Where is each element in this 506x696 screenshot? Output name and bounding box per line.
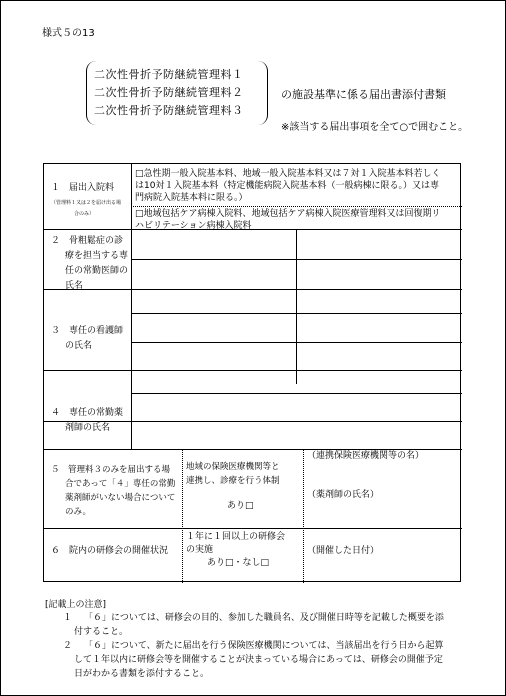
- row1-label: １ 届出入院料: [51, 183, 115, 193]
- form-number: 様式５の13: [42, 28, 95, 39]
- row6-middle-line-2: の実施: [186, 545, 214, 555]
- row6-middle-line-1: １年に１回以上の研修会: [186, 532, 286, 542]
- application-table: [43, 163, 461, 582]
- row1-sublabel-1: （管理料１又は２を届け出る場: [51, 200, 122, 206]
- row4-label-line-1: ４ 専任の常勤薬: [51, 408, 124, 418]
- row5-middle: [186, 460, 280, 488]
- row1-option-1-line-3: 門病院入院基本料に限る。）: [135, 193, 248, 203]
- row2-label: [51, 234, 128, 294]
- row6-top: [44, 528, 462, 529]
- row5-label: [51, 463, 175, 519]
- title-line-1: 二次性骨折予防継続管理料１: [94, 68, 244, 81]
- row5-pharmacist-name: （薬剤師の氏名）: [307, 490, 380, 500]
- note-1-line-1: 「６」については、研修会の目的、参加した職員名、及び開催日時等を記載した概要を添: [84, 613, 444, 623]
- row3-label-line-2: の氏名: [65, 341, 93, 351]
- name-column-divider: [296, 229, 297, 384]
- row2-label-line-4: 氏名: [65, 281, 84, 291]
- note-1-line-2: 付すること。: [74, 627, 129, 637]
- row1-option-1-line-1: □急性期一般入院基本料、地域一般入院基本料又は７対１入院基本料若しく: [135, 169, 441, 179]
- notes-heading: [記載上の注意]: [45, 600, 107, 610]
- row4-inner: [131, 393, 462, 394]
- row2-label-line-2: 療を担当する専: [65, 251, 129, 261]
- row2-label-line-1: ２ 骨粗鬆症の診: [51, 236, 124, 246]
- row4-label: [51, 406, 123, 436]
- note-1-text: [74, 611, 444, 639]
- row1-option-2-line-2: ハビリテーション病棟入院料: [135, 221, 252, 231]
- row5-label-line-3: 薬剤師がいない場合について: [65, 493, 176, 503]
- row1-option-2-line-1: □地域包括ケア病棟入院料、地域包括ケア病棟入院医療管理料又は回復期リ: [135, 209, 441, 219]
- note-2-text: [74, 639, 444, 681]
- row1-sublabel-2: 合のみ）: [74, 211, 95, 217]
- title-line-3: 二次性骨折予防継続管理料３: [94, 104, 244, 117]
- row5-middle-line-1: 地域の保険医療機関等と: [186, 462, 280, 472]
- row5-label-line-4: のみ。: [65, 507, 92, 517]
- row5-label-line-2: 合であって「４」専任の常勤: [65, 479, 176, 489]
- row1-option-1: [135, 168, 441, 204]
- row3-label-line-1: ３ 専任の看護師: [51, 326, 124, 336]
- row5-6-divider-right: [303, 449, 304, 583]
- row5-choice-checkbox[interactable]: あり□: [227, 501, 254, 511]
- note-2-number: ２: [63, 641, 73, 651]
- row3-label: [51, 324, 123, 354]
- row6-label: ６ 院内の研修会の開催状況: [51, 546, 169, 556]
- row5-6-divider-left: [182, 449, 183, 583]
- row3-bottom: [44, 370, 462, 371]
- row4-label-line-2: 剤師の氏名: [65, 423, 111, 433]
- row3-inner-1: [131, 313, 462, 314]
- row5-partner-name: （連携保険医療機関等の名）: [307, 451, 425, 461]
- row3-inner-2: [131, 342, 462, 343]
- note-2-line-1: 「６」について、新たに届出を行う保険医療機関については、当該届出を行う日から起算: [84, 641, 444, 651]
- row2-label-line-3: 任の常勤医師の: [65, 266, 129, 276]
- row5-label-line-1: ５ 管理料３のみを届出する場: [51, 465, 171, 475]
- row1-option-2: [135, 208, 441, 232]
- row6-date: （開催した日付）: [307, 546, 380, 556]
- note-2-line-3: 日がわかる書類を添付すること。: [74, 669, 210, 679]
- row6-choice-checkbox[interactable]: あり□・なし□: [207, 558, 270, 568]
- document-subject: の施設基準に係る届出書添付書類: [281, 88, 446, 101]
- row1-option-1-line-2: は10対１入院基本料（特定機能病院入院基本料（一般病棟に限る。）又は専: [135, 181, 439, 191]
- instruction-note: ※該当する届出事項を全て○で囲むこと。: [281, 122, 469, 133]
- note-2-line-2: して１年以内に研修会等を開催することが決まっている場合にあっては、研修会の開催予定: [74, 655, 443, 665]
- row6-middle: [186, 531, 285, 557]
- row1-divider: [131, 206, 462, 207]
- row2-inner-1: [131, 259, 462, 260]
- row5-middle-line-2: 連携し、診療を行う体制: [186, 476, 280, 486]
- note-1-number: １: [63, 613, 73, 623]
- title-line-2: 二次性骨折予防継続管理料２: [94, 86, 244, 99]
